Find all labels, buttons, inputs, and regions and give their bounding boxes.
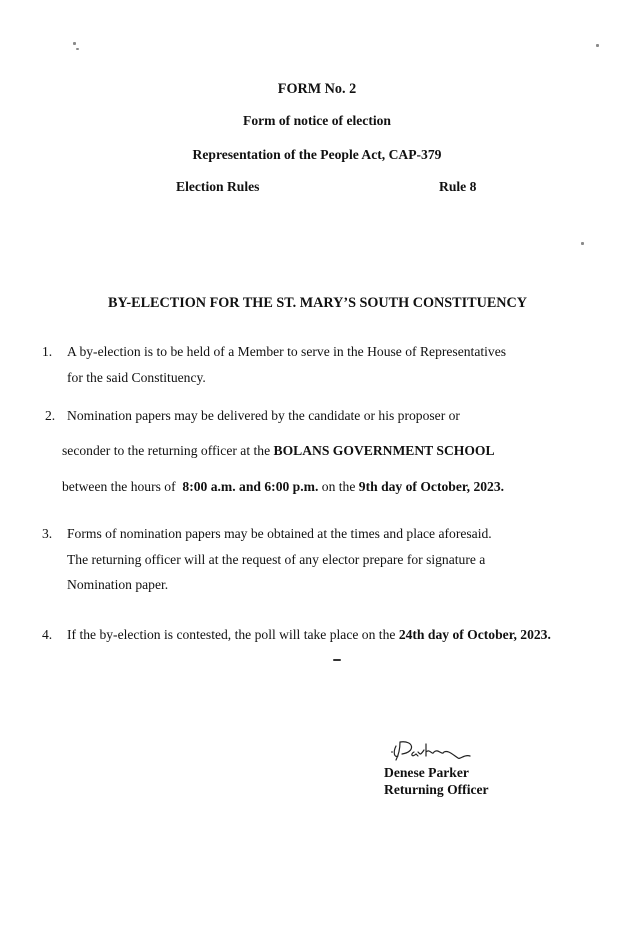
- item-3-line-3: Nomination paper.: [67, 577, 169, 592]
- item-1-line-1: A by-election is to be held of a Member to serve in the House of Representatives: [67, 344, 507, 359]
- nomination-venue: BOLANS GOVERNMENT SCHOOL: [273, 443, 495, 458]
- signatory-title: Returning Officer: [384, 782, 489, 797]
- item-2-line-2-text: seconder to the returning officer at the: [62, 443, 274, 458]
- item-2-line-1: Nomination papers may be delivered by the candidate or his proposer or: [67, 408, 460, 423]
- rule-number: Rule 8: [439, 179, 477, 194]
- form-number: FORM No. 2: [277, 81, 357, 97]
- constituency-heading: BY-ELECTION FOR THE ST. MARY’S SOUTH CONSTITUENCY: [108, 295, 528, 311]
- scan-speck: [76, 48, 79, 50]
- act-reference: Representation of the People Act, CAP-379: [192, 147, 442, 162]
- poll-date: 24th day of October, 2023.: [398, 627, 551, 642]
- scan-speck: [581, 242, 584, 245]
- item-number-4: 4.: [42, 627, 53, 642]
- item-4-text: If the by-election is contested, the poll will take place on the: [67, 627, 399, 642]
- scan-speck: [333, 659, 341, 661]
- item-1-line-2: for the said Constituency.: [67, 370, 206, 385]
- scan-speck: [596, 44, 599, 47]
- signatory-name: Denese Parker: [384, 765, 469, 780]
- scan-speck: [73, 42, 76, 45]
- item-4-line-1: [67, 627, 551, 643]
- item-number-2: 2.: [45, 408, 56, 423]
- item-number-1: 1.: [42, 344, 53, 359]
- signature-mark: [388, 738, 478, 764]
- rules-label: Election Rules: [176, 179, 260, 194]
- item-2-line-3: [62, 479, 504, 495]
- nomination-hours: 8:00 a.m. and 6:00 p.m.: [182, 479, 319, 494]
- item-3-line-1: Forms of nomination papers may be obtained at the times and place aforesaid.: [67, 526, 492, 541]
- item-3-line-2: The returning officer will at the request of any elector prepare for signature a: [67, 552, 486, 567]
- form-title: Form of notice of election: [243, 113, 391, 128]
- item-2-line-2: [62, 443, 495, 459]
- item-number-3: 3.: [42, 526, 53, 541]
- item-2-line-3-mid: on the: [318, 479, 359, 494]
- item-2-line-3-text: between the hours of: [62, 479, 183, 494]
- nomination-date: 9th day of October, 2023.: [358, 479, 505, 494]
- handwritten-signature-icon: [388, 738, 478, 764]
